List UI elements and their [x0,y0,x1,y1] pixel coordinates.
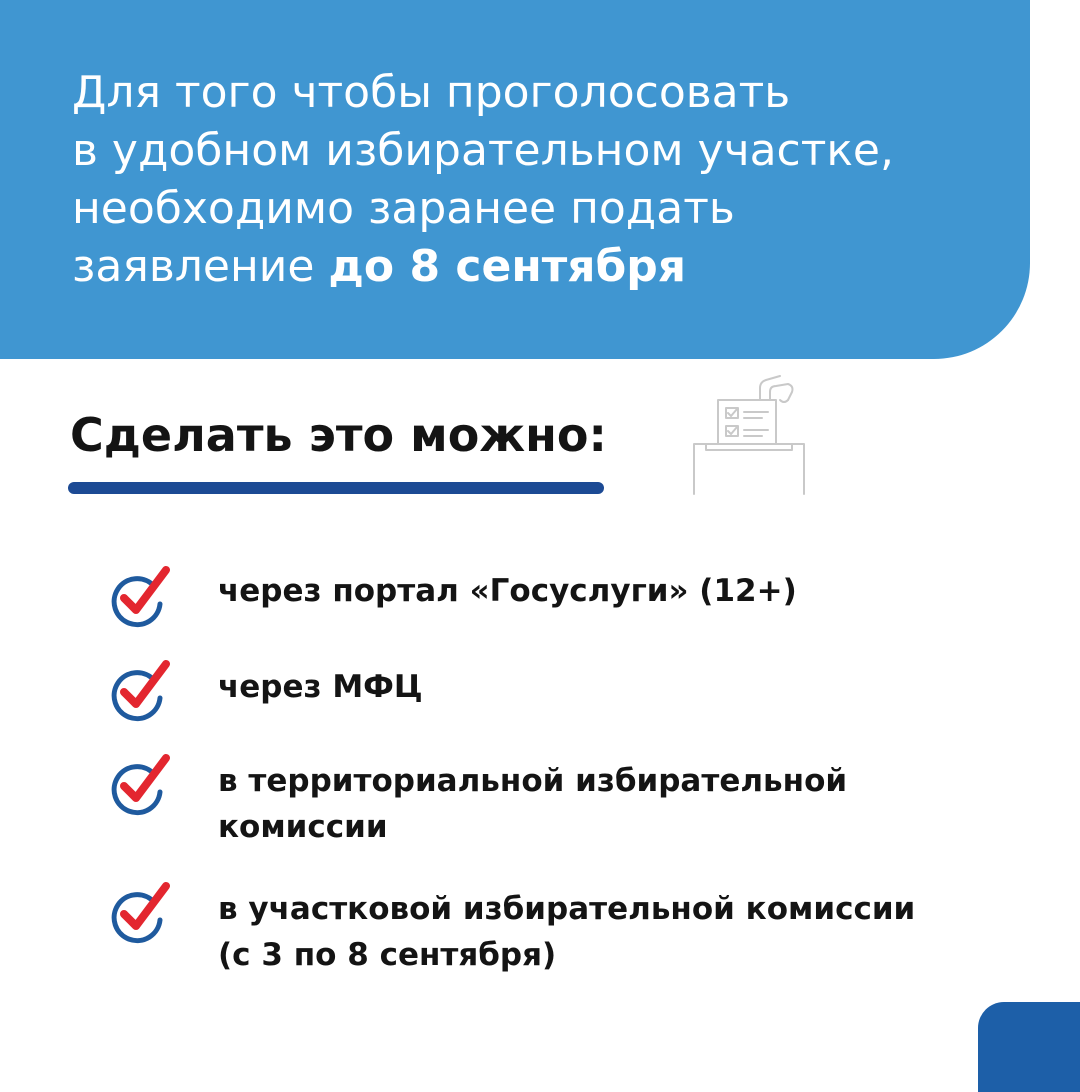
header-text [72,64,1012,296]
checkmark-circle-icon [108,564,172,628]
header-line-2: в удобном избирательном участке, [72,125,894,176]
checkmark-circle-icon [108,880,172,944]
option-text [218,758,1018,850]
header-banner [0,0,1030,359]
checkmark-circle-icon [108,658,172,722]
deadline-text: до 8 сентября [328,241,686,292]
option-line: через портал «Госуслуги» (12+) [218,573,797,609]
option-line: в территориальной избирательной [218,763,848,799]
option-line: через МФЦ [218,669,423,705]
option-text [218,886,1018,978]
header-line-3: необходимо заранее подать [72,183,735,234]
option-text [218,664,1018,710]
section-title: Сделать это можно: [70,408,607,462]
option-text [218,568,1018,614]
checkmark-circle-icon [108,752,172,816]
header-line-4-prefix: заявление [72,241,329,292]
header-line-1: Для того чтобы проголосовать [72,67,791,118]
title-underline [68,482,604,494]
corner-decoration [978,1002,1080,1092]
header-line-4 [72,238,1012,296]
option-line: (с 3 по 8 сентября) [218,937,557,973]
ballot-box-icon [688,374,810,498]
option-line: комиссии [218,809,388,845]
option-line: в участковой избирательной комиссии [218,891,916,927]
